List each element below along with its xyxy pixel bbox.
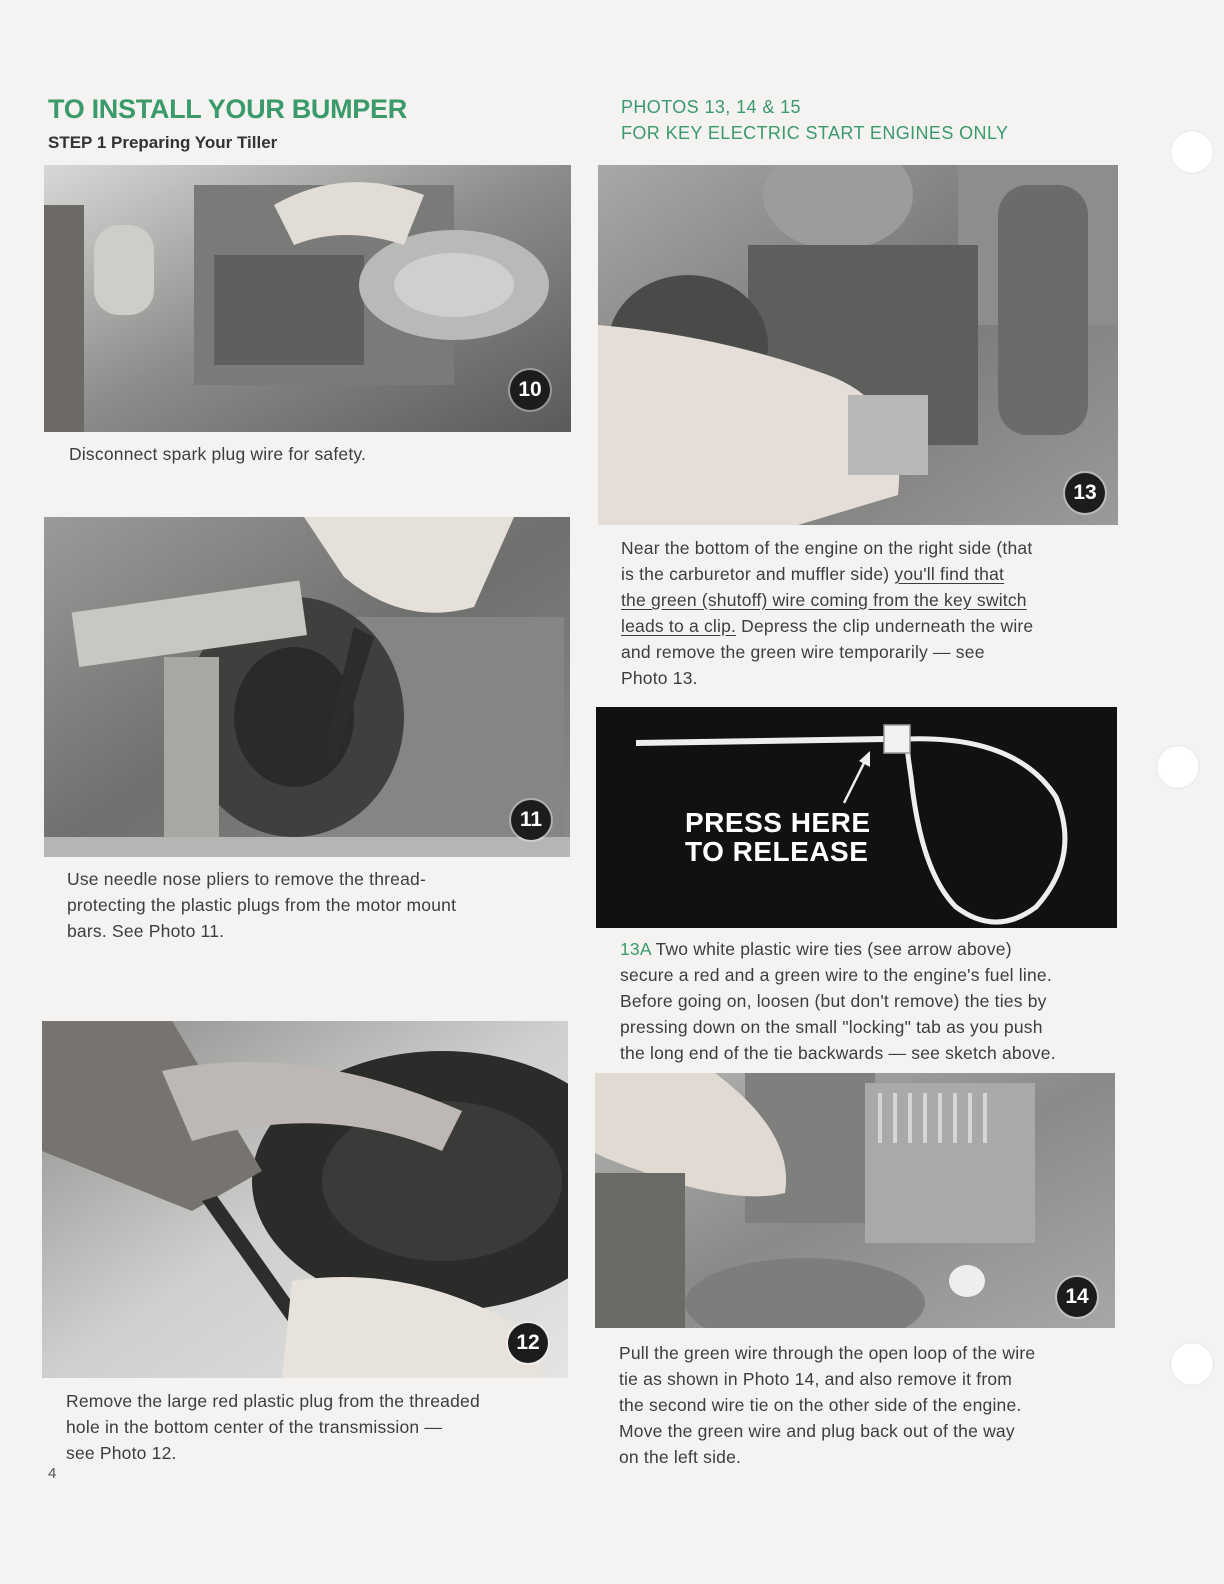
photo-12-number-badge: 12 xyxy=(508,1323,548,1363)
photo-11-caption xyxy=(67,866,456,944)
photo-12-image xyxy=(42,1021,568,1378)
photo-13-caption-underlined: leads to a clip. xyxy=(621,616,737,636)
binder-hole xyxy=(1170,130,1214,174)
photo-11-number-badge: 11 xyxy=(511,800,551,840)
photo-14-caption-line: on the left side. xyxy=(619,1447,742,1467)
step-heading: STEP 1 Preparing Your Tiller xyxy=(48,133,278,152)
photo-13 xyxy=(598,165,1118,525)
sketch-caption-line: the long end of the tie backwards — see sketch above. xyxy=(620,1043,1056,1063)
sketch-caption-line: pressing down on the small "locking" tab as you push xyxy=(620,1017,1043,1037)
photo-14-number-badge: 14 xyxy=(1057,1277,1097,1317)
photo-11-caption-line: protecting the plastic plugs from the motor mount xyxy=(67,895,457,915)
sketch-caption-line xyxy=(620,936,1056,962)
photo-13-image xyxy=(598,165,1118,525)
photo-14-caption-line: Pull the green wire through the open loop of the wire xyxy=(619,1343,1036,1363)
photo-12 xyxy=(42,1021,568,1378)
photo-12-caption-line: see Photo 12. xyxy=(66,1443,177,1463)
page-title: TO INSTALL YOUR BUMPER xyxy=(48,94,407,124)
photo-13-number-badge: 13 xyxy=(1065,473,1105,513)
photo-13-caption-line: and remove the green wire temporarily — see xyxy=(621,642,985,662)
sketch-caption xyxy=(620,936,1056,1066)
photo-12-caption xyxy=(66,1388,480,1466)
photo-11-caption-line: Use needle nose pliers to remove the thread- xyxy=(67,869,426,889)
sketch-caption-prefix: 13A xyxy=(620,939,651,959)
photo-13-caption-line: Near the bottom of the engine on the right side (that xyxy=(621,538,1033,558)
photo-11-caption-line: bars. See Photo 11. xyxy=(67,921,225,941)
photo-11-image xyxy=(44,517,570,857)
photo-13-caption-text: is the carburetor and muffler side) xyxy=(621,564,890,584)
binder-hole xyxy=(1156,745,1200,789)
sketch-label-line2: TO RELEASE xyxy=(685,836,869,867)
photo-13-caption-underlined: the green (shutoff) wire coming from the key switch xyxy=(621,590,1027,610)
photo-14 xyxy=(595,1073,1115,1328)
wire-tie-sketch xyxy=(596,707,1117,928)
photo-13-caption xyxy=(621,535,1033,691)
sketch-caption-line: Before going on, loosen (but don't remove) the ties by xyxy=(620,991,1047,1011)
photo-14-caption xyxy=(619,1340,1035,1470)
photo-10-caption: Disconnect spark plug wire for safety. xyxy=(69,444,367,464)
photo-13-caption-underlined: you'll find that xyxy=(894,564,1005,584)
photo-10-number-badge: 10 xyxy=(510,370,550,410)
photo-13-caption-text: Depress the clip underneath the wire xyxy=(741,616,1034,636)
photo-12-caption-line: Remove the large red plastic plug from the threaded xyxy=(66,1391,480,1411)
binder-hole xyxy=(1170,1342,1214,1386)
photo-14-caption-line: Move the green wire and plug back out of the way xyxy=(619,1421,1015,1441)
photo-10-image xyxy=(44,165,571,432)
photo-12-caption-line: hole in the bottom center of the transmission — xyxy=(66,1417,443,1437)
right-heading-line1: PHOTOS 13, 14 & 15 xyxy=(621,97,801,117)
photo-14-caption-line: tie as shown in Photo 14, and also remove it from xyxy=(619,1369,1013,1389)
right-heading-line2: FOR KEY ELECTRIC START ENGINES ONLY xyxy=(621,123,1009,143)
photo-13-caption-line xyxy=(621,613,1033,639)
sketch-label-line1: PRESS HERE xyxy=(685,807,871,838)
photo-10 xyxy=(44,165,571,432)
photo-11 xyxy=(44,517,570,857)
photo-13-caption-line: Photo 13. xyxy=(621,668,698,688)
photo-14-caption-line: the second wire tie on the other side of the engine. xyxy=(619,1395,1022,1415)
page-number: 4 xyxy=(48,1465,57,1482)
photo-13-caption-line xyxy=(621,561,1033,587)
photo-14-image xyxy=(595,1073,1115,1328)
sketch-caption-text: Two white plastic wire ties (see arrow above) xyxy=(655,939,1012,959)
sketch-caption-line: secure a red and a green wire to the engine's fuel line. xyxy=(620,965,1052,985)
